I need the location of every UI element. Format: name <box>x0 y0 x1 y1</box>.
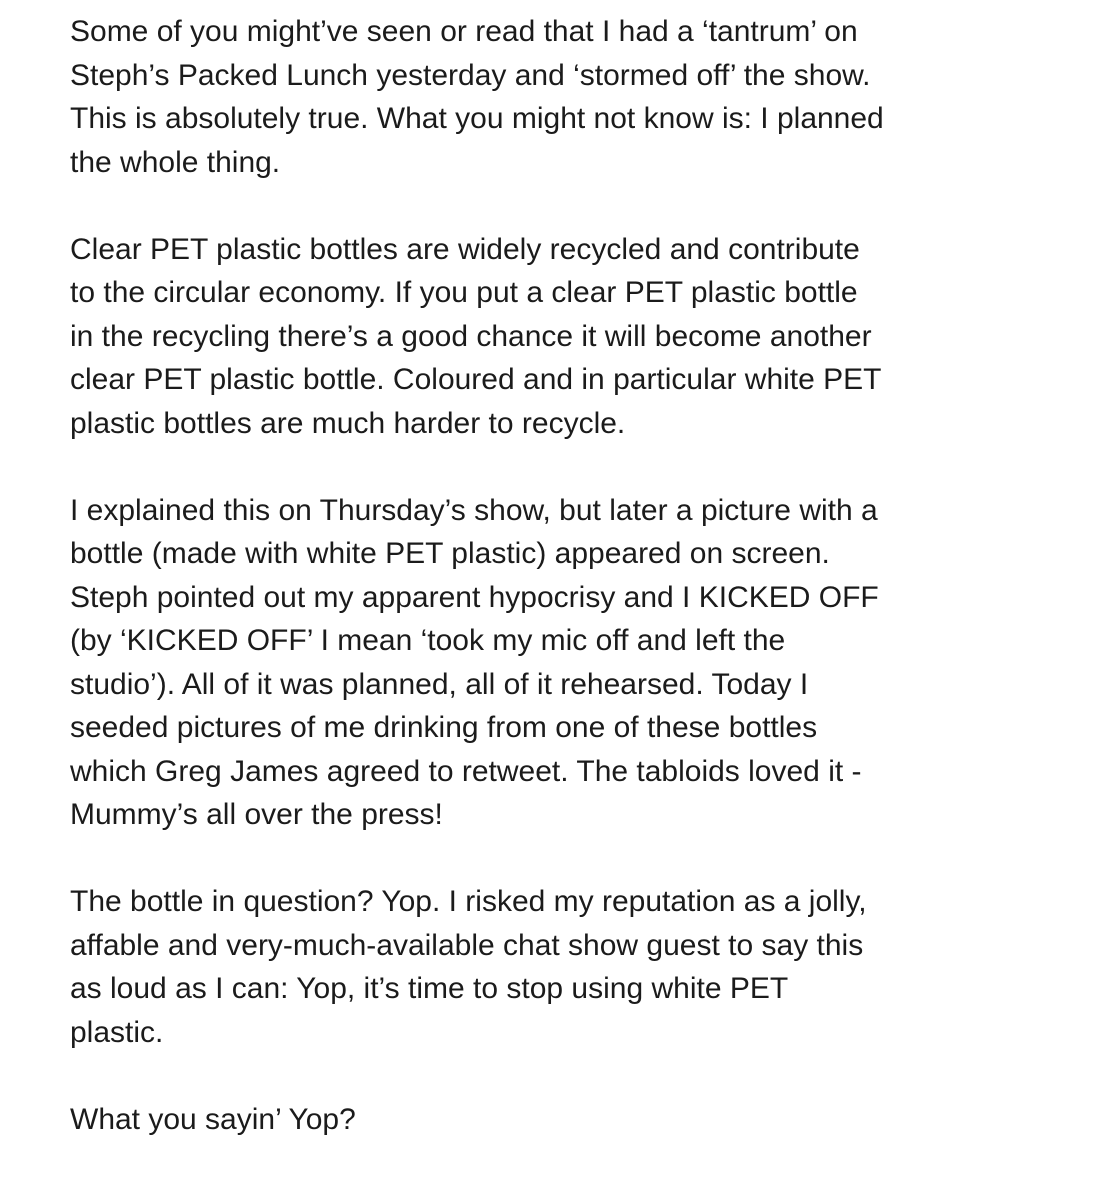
text-line: affable and very-much-available chat show guest to say this <box>70 928 864 962</box>
paragraph-gap <box>70 445 1070 489</box>
note-text <box>70 10 1070 1141</box>
text-line: Clear PET plastic bottles are widely recycled and contribute <box>70 232 860 266</box>
paragraph-yop <box>70 880 1070 1054</box>
text-line: The bottle in question? Yop. I risked my reputation as a jolly, <box>70 885 867 918</box>
text-line: which Greg James agreed to retweet. The tabloids loved it - <box>70 754 862 788</box>
text-line: bottle (made with white PET plastic) appeared on screen. <box>70 537 830 570</box>
text-line: to the circular economy. If you put a clear PET plastic bottle <box>70 276 858 309</box>
text-line: the whole thing. <box>70 145 281 179</box>
text-line: plastic bottles are much harder to recycle. <box>70 406 626 440</box>
text-line: in the recycling there’s a good chance it will become another <box>70 319 872 353</box>
text-line: Steph’s Packed Lunch yesterday and ‘stormed off’ the show. <box>70 58 871 92</box>
paragraph-gap <box>70 1054 1070 1098</box>
paragraph-recycling <box>70 228 1070 446</box>
paragraph-tantrum <box>70 10 1070 184</box>
text-line: Some of you might’ve seen or read that I had a ‘tantrum’ on <box>70 15 858 48</box>
paragraph-closing <box>70 1098 1070 1142</box>
paragraph-gap <box>70 184 1070 228</box>
text-line: seeded pictures of me drinking from one of these bottles <box>70 711 818 744</box>
text-line: clear PET plastic bottle. Coloured and in particular white PET <box>70 363 882 396</box>
text-line: Steph pointed out my apparent hypocrisy and I KICKED OFF <box>70 580 879 614</box>
paragraph-explanation <box>70 489 1070 837</box>
text-line: as loud as I can: Yop, it’s time to stop using white PET <box>70 972 789 1005</box>
text-line: plastic. <box>70 1015 164 1049</box>
text-line: This is absolutely true. What you might not know is: I planned <box>70 102 884 135</box>
text-line: studio’). All of it was planned, all of it rehearsed. Today I <box>70 667 809 701</box>
text-line: (by ‘KICKED OFF’ I mean ‘took my mic off and left the <box>70 624 786 657</box>
paragraph-gap <box>70 837 1070 881</box>
text-line: What you sayin’ Yop? <box>70 1102 356 1136</box>
text-line: I explained this on Thursday’s show, but later a picture with a <box>70 493 878 527</box>
text-line: Mummy’s all over the press! <box>70 798 443 831</box>
